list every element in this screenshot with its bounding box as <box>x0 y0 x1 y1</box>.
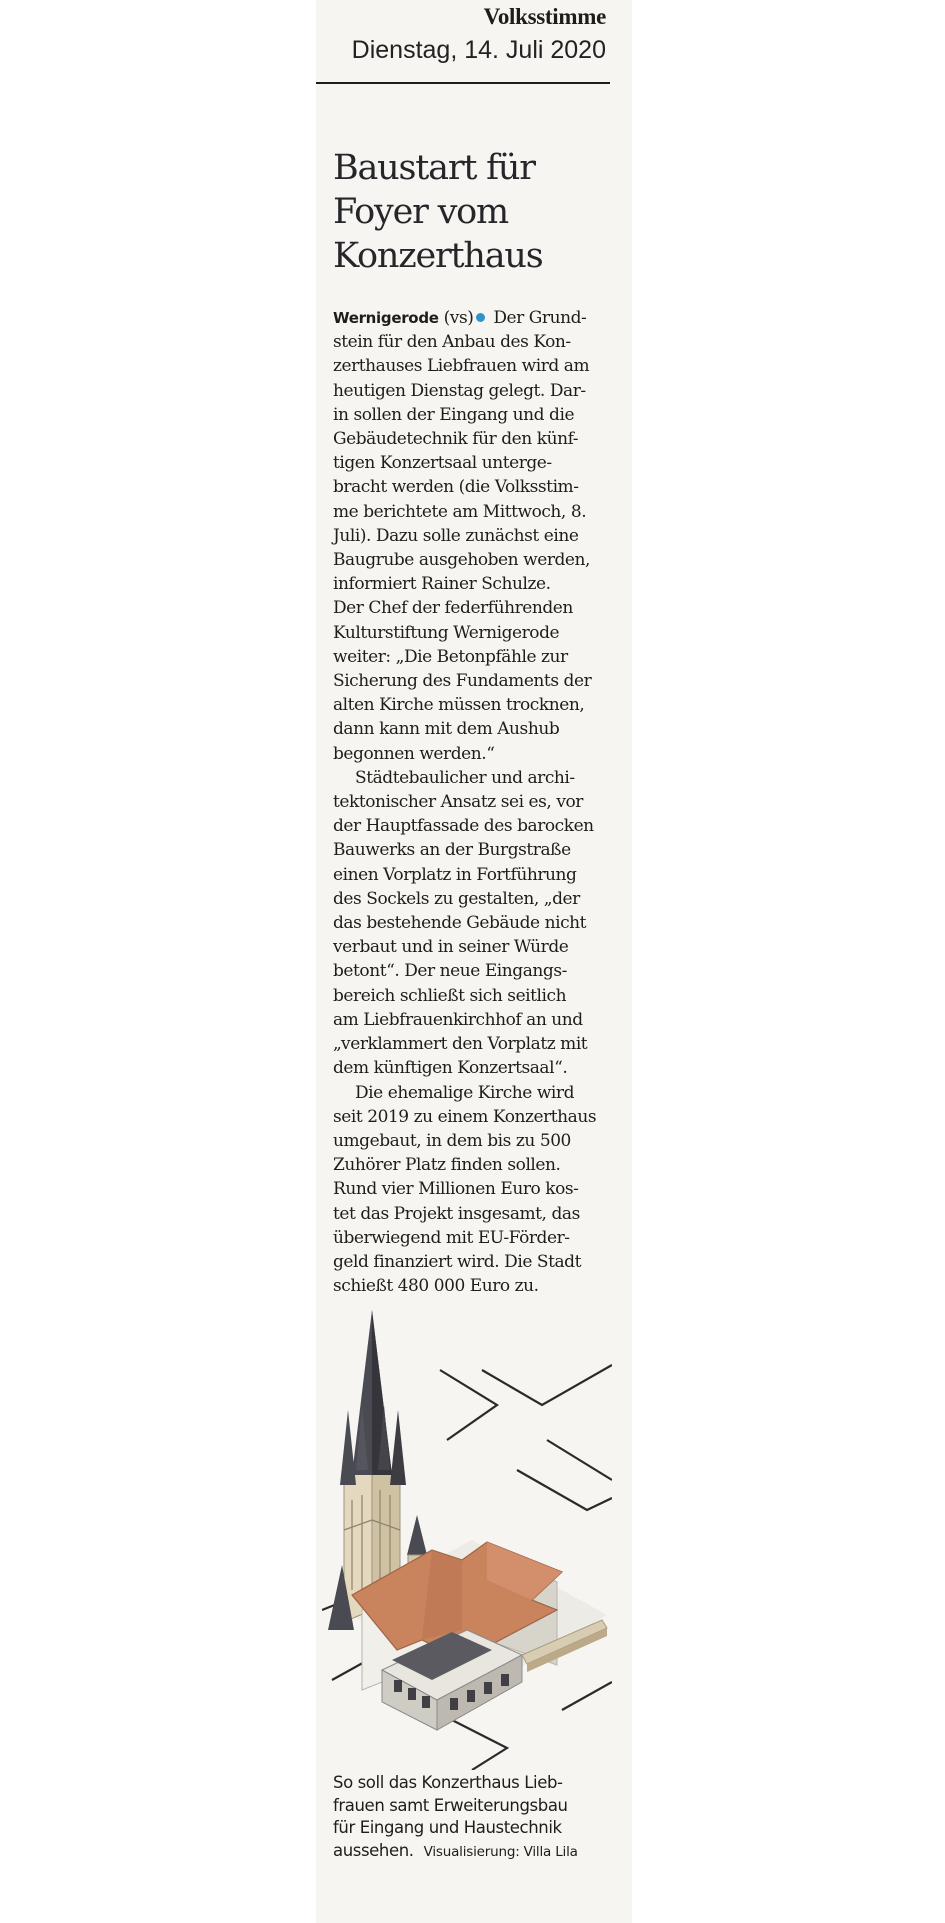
article-line: einen Vorplatz in Fortführung <box>333 864 577 885</box>
bullet-dot-icon <box>476 313 485 322</box>
article-line: me berichtete am Mittwoch, 8. <box>333 501 587 522</box>
article-line: Der Chef der federführenden <box>333 598 573 619</box>
article-line: seit 2019 zu einem Konzerthaus <box>333 1106 597 1127</box>
article-line: Sicherung des Fundaments der <box>333 671 592 692</box>
image-credit: Visualisierung: Villa Lila <box>423 1843 578 1860</box>
article-line: stein für den Anbau des Kon- <box>333 332 571 353</box>
article-line: dann kann mit dem Aushub <box>333 719 560 740</box>
article-line: bracht werden (die Volksstim- <box>333 477 579 498</box>
article-line: betont“. Der neue Eingangs- <box>333 961 567 982</box>
header-rule <box>316 82 610 84</box>
dateline: Wernigerode <box>333 309 439 327</box>
caption-line: für Eingang und Haustechnik <box>333 1818 562 1837</box>
article-body <box>333 306 608 1298</box>
agency-tag: (vs) <box>443 308 474 328</box>
caption-line: So soll das Konzerthaus Lieb- <box>333 1773 563 1792</box>
publication-date: Dienstag, 14. Juli 2020 <box>351 36 606 64</box>
article-line: tet das Projekt insgesamt, das <box>333 1203 580 1224</box>
article-line: Juli). Dazu solle zunächst eine <box>333 525 579 546</box>
image-caption <box>333 1772 623 1863</box>
article-line: Kulturstiftung Wernigerode <box>333 622 560 643</box>
caption-line: aussehen. <box>333 1840 414 1860</box>
article-line <box>333 306 608 330</box>
article-line: dem künftigen Konzertsaal“. <box>333 1058 568 1079</box>
paragraph-1 <box>333 330 608 766</box>
masthead: Volksstimme <box>483 4 606 29</box>
article-line: geld finanziert wird. Die Stadt <box>333 1251 581 1272</box>
article-line: Städtebaulicher und archi- <box>355 767 575 788</box>
article-line: informiert Rainer Schulze. <box>333 574 551 595</box>
paragraph-3 <box>333 1081 608 1299</box>
article-line: der Hauptfassade des barocken <box>333 816 594 837</box>
headline <box>333 146 623 278</box>
article-line: Baugrube ausgehoben werden, <box>333 550 590 571</box>
headline-line: Foyer vom <box>333 192 509 232</box>
article-line: das bestehende Gebäude nicht <box>333 913 587 934</box>
article-line: Die ehemalige Kirche wird <box>355 1082 575 1103</box>
article-line: weiter: „Die Betonpfähle zur <box>333 646 568 667</box>
article-line: heutigen Dienstag gelegt. Dar- <box>333 380 586 401</box>
caption-last-line <box>333 1840 623 1864</box>
article-line: tigen Konzertsaal unterge- <box>333 453 552 474</box>
article-line: „verklammert den Vorplatz mit <box>333 1034 588 1055</box>
article-line: Bauwerks an der Burgstraße <box>333 840 571 861</box>
article-line: Zuhörer Platz finden sollen. <box>333 1155 561 1176</box>
article-line: des Sockels zu gestalten, „der <box>333 888 580 909</box>
article-line: am Liebfrauenkirchhof an und <box>333 1009 583 1030</box>
article-line: alten Kirche müssen trocknen, <box>333 695 585 716</box>
headline-line: Baustart für <box>333 148 535 188</box>
article-line: in sollen der Eingang und die <box>333 404 575 425</box>
article-line: Rund vier Millionen Euro kos- <box>333 1179 579 1200</box>
article-line: Gebäudetechnik für den künf- <box>333 429 579 450</box>
concert-hall-illustration <box>322 1310 612 1770</box>
article-line: umgebaut, in dem bis zu 500 <box>333 1130 571 1151</box>
article-line: zerthauses Liebfrauen wird am <box>333 356 590 377</box>
article-line: verbaut und in seiner Würde <box>333 937 569 958</box>
headline-line: Konzerthaus <box>333 236 543 276</box>
article-line: bereich schließt sich seitlich <box>333 985 567 1006</box>
article-line: tektonischer Ansatz sei es, vor <box>333 792 583 813</box>
caption-line: frauen samt Erweiterungsbau <box>333 1795 568 1815</box>
article-line: begonnen werden.“ <box>333 743 495 764</box>
article-line: schießt 480 000 Euro zu. <box>333 1276 539 1297</box>
article-line-text: Der Grund- <box>493 308 587 328</box>
paragraph-2 <box>333 766 608 1081</box>
article-line: überwiegend mit EU-Förder- <box>333 1227 570 1248</box>
